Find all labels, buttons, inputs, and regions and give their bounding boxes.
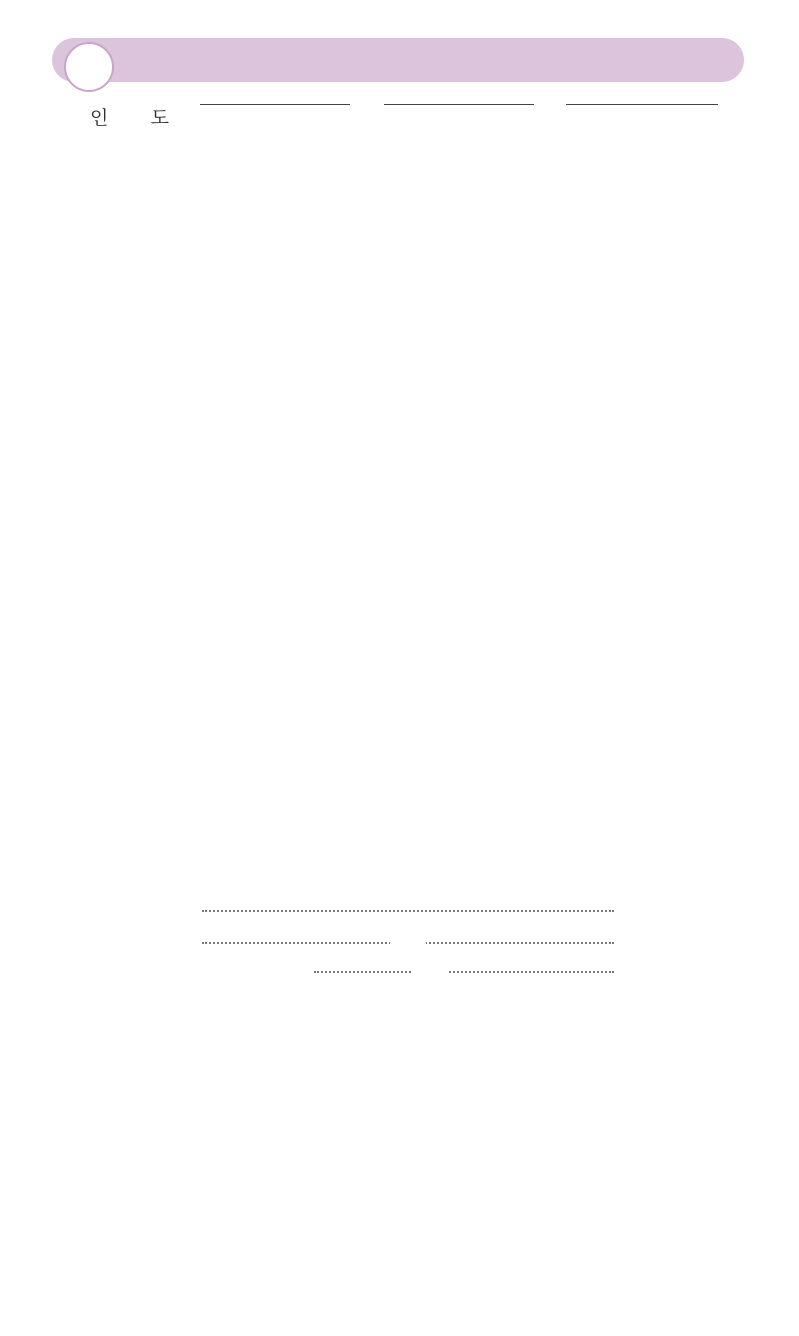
sermon-line-2 — [244, 958, 614, 986]
sermon-line-1 — [202, 929, 614, 957]
order-row-sermon — [64, 929, 740, 957]
sermon-part — [417, 961, 429, 983]
preacher-3 — [566, 101, 718, 111]
dotted-leader — [202, 910, 614, 912]
preacher-name — [566, 101, 718, 105]
sermon-part — [396, 932, 408, 954]
preacher-label: 인 도 — [90, 107, 169, 129]
order-row-praise — [64, 897, 740, 925]
logo-circle-icon — [64, 42, 114, 92]
order-row-sermon-2 — [64, 958, 740, 986]
preacher-name — [384, 101, 534, 105]
worship-logo — [58, 38, 218, 82]
preacher-1 — [200, 101, 350, 111]
preacher-name — [200, 101, 350, 105]
preacher-2 — [384, 101, 534, 111]
